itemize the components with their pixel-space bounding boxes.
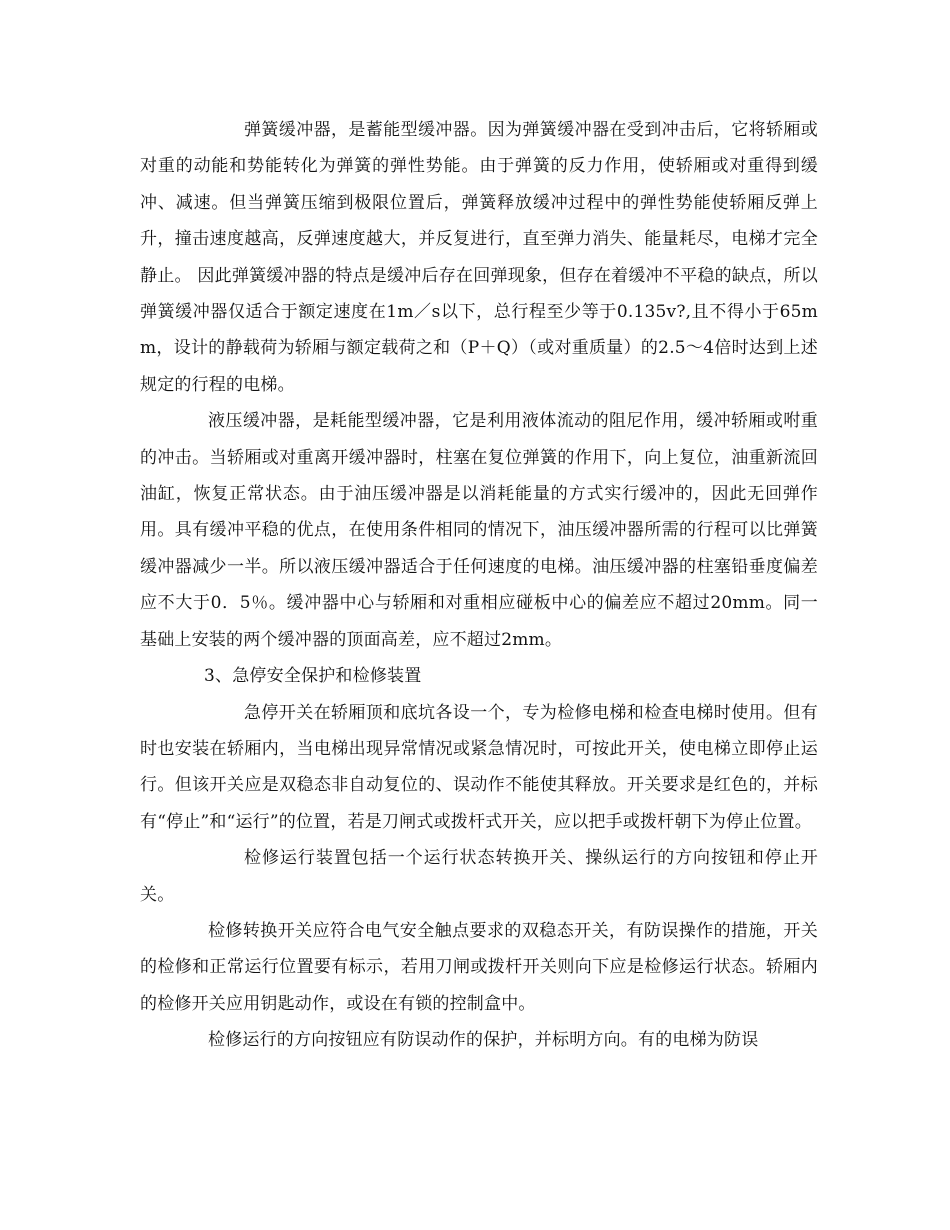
- paragraph-inspection-switch: 检修转换开关应符合电气安全触点要求的双稳态开关，有防误操作的措施，开关的检修和正常运行位置要有标示，若用刀闸或拨杆开关则向下应是检修运行状态。轿厢内的检修开关应用钥匙动作，或设在有锁的控制盒中。: [140, 920, 818, 1014]
- section-heading-emergency-stop: 3、急停安全保护和检修装置: [204, 666, 422, 687]
- paragraph-spring-buffer: 弹簧缓冲器，是蓄能型缓冲器。因为弹簧缓冲器在受到冲击后，它将轿厢或对重的动能和势能转化为弹簧的弹性势能。由于弹簧的反力作用，使轿厢或对重得到缓冲、减速。但当弹簧压缩到极限位置后，弹簧释放缓冲过程中的弹性势能使轿厢反弹上升，撞击速度越高，反弹速度越大，并反复进行，直至弹力消失、能量耗尽，电梯才完全静止。 因此弹簧缓冲器的特点是缓冲后存在回弹现象，但存在着缓冲不平稳的缺点，所以弹簧缓冲器仅适合于额定速度在1m／s以下，总行程至少等于0.135v?,且不得小于65mm，设计的静载荷为轿厢与额定载荷之和（P＋Q）（或对重质量）的2.5～4倍时达到上述规定的行程的电梯。: [140, 120, 818, 395]
- paragraph-direction-buttons: 检修运行的方向按钮应有防误动作的保护，并标明方向。有的电梯为防误: [208, 1030, 759, 1051]
- document-body: [140, 112, 818, 1059]
- paragraph-hydraulic-buffer: 液压缓冲器，是耗能型缓冲器，它是利用液体流动的阻尼作用，缓冲轿厢或咐重的冲击。当轿厢或对重离开缓冲器时，柱塞在复位弹簧的作用下，向上复位，油重新流回油缸，恢复正常状态。由于油压缓冲器是以消耗能量的方式实行缓冲的，因此无回弹作用。具有缓冲平稳的优点，在使用条件相同的情况下，油压缓冲器所需的行程可以比弹簧缓冲器减少一半。所以液压缓冲器适合于任何速度的电梯。油压缓冲器的柱塞铅垂度偏差应不大于0．5％。缓冲器中心与轿厢和对重相应碰板中心的偏差应不超过20mm。同一基础上安装的两个缓冲器的顶面高差，应不超过2mm。: [140, 411, 818, 650]
- paragraph-emergency-stop-switch: 急停开关在轿厢顶和底坑各设一个，专为检修电梯和检查电梯时使用。但有时也安装在轿厢内，当电梯出现异常情况或紧急情况时，可按此开关，使电梯立即停止运行。但该开关应是双稳态非自动复位的、误动作不能使其释放。开关要求是红色的，并标有“停止”和“运行”的位置，若是刀闸式或拨杆式开关，应以把手或拨杆朝下为停止位置。: [140, 702, 818, 832]
- paragraph-inspection-device: 检修运行装置包括一个运行状态转换开关、操纵运行的方向按钮和停止开关。: [140, 848, 818, 905]
